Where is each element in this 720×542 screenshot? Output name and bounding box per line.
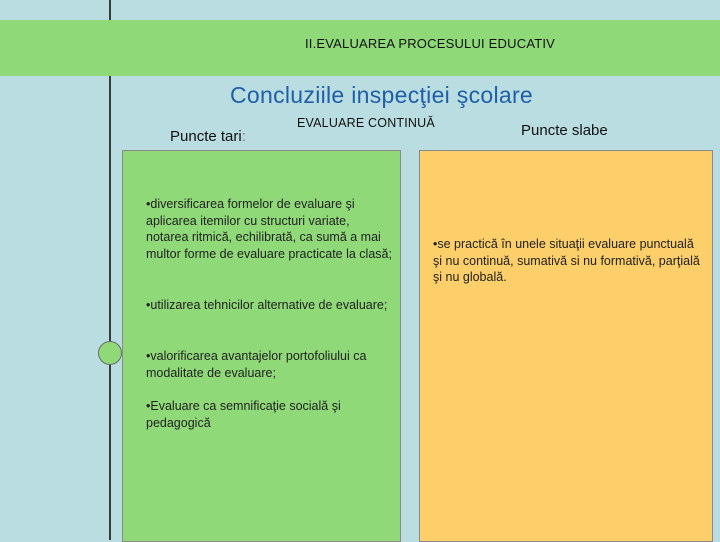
strength-item: •utilizarea tehnicilor alternative de evaluare; — [146, 298, 388, 312]
strengths-label-colon: : — [241, 128, 246, 145]
green-circle-marker — [98, 341, 122, 365]
section-title: II.EVALUAREA PROCESULUI EDUCATIV — [304, 36, 556, 51]
weakness-item: •se practică în unele situaţii evaluare punctuală şi nu continuă, sumativă si nu formativă, parţială şi nu globală. — [433, 237, 700, 284]
strengths-label — [170, 128, 246, 145]
slide-title: Concluziile inspecţiei şcolare — [230, 82, 534, 108]
vertical-divider-line — [109, 0, 111, 540]
weaknesses-box — [419, 150, 713, 542]
continuous-evaluation-label: EVALUARE CONTINUĂ — [297, 116, 435, 130]
strengths-label-text: Puncte tari — [170, 128, 242, 145]
strength-item: •diversificarea formelor de evaluare şi aplicarea itemilor cu structuri variate, notarea ritmică, echilibrată, ca sumă a mai multor forme de evaluare practicate la clasă; — [146, 197, 392, 261]
strength-item: •Evaluare ca semnificaţie socială şi pedagogică — [146, 399, 341, 430]
strength-item: •valorificarea avantajelor portofoliului ca modalitate de evaluare; — [146, 349, 367, 380]
weaknesses-label: Puncte slabe — [521, 122, 608, 139]
